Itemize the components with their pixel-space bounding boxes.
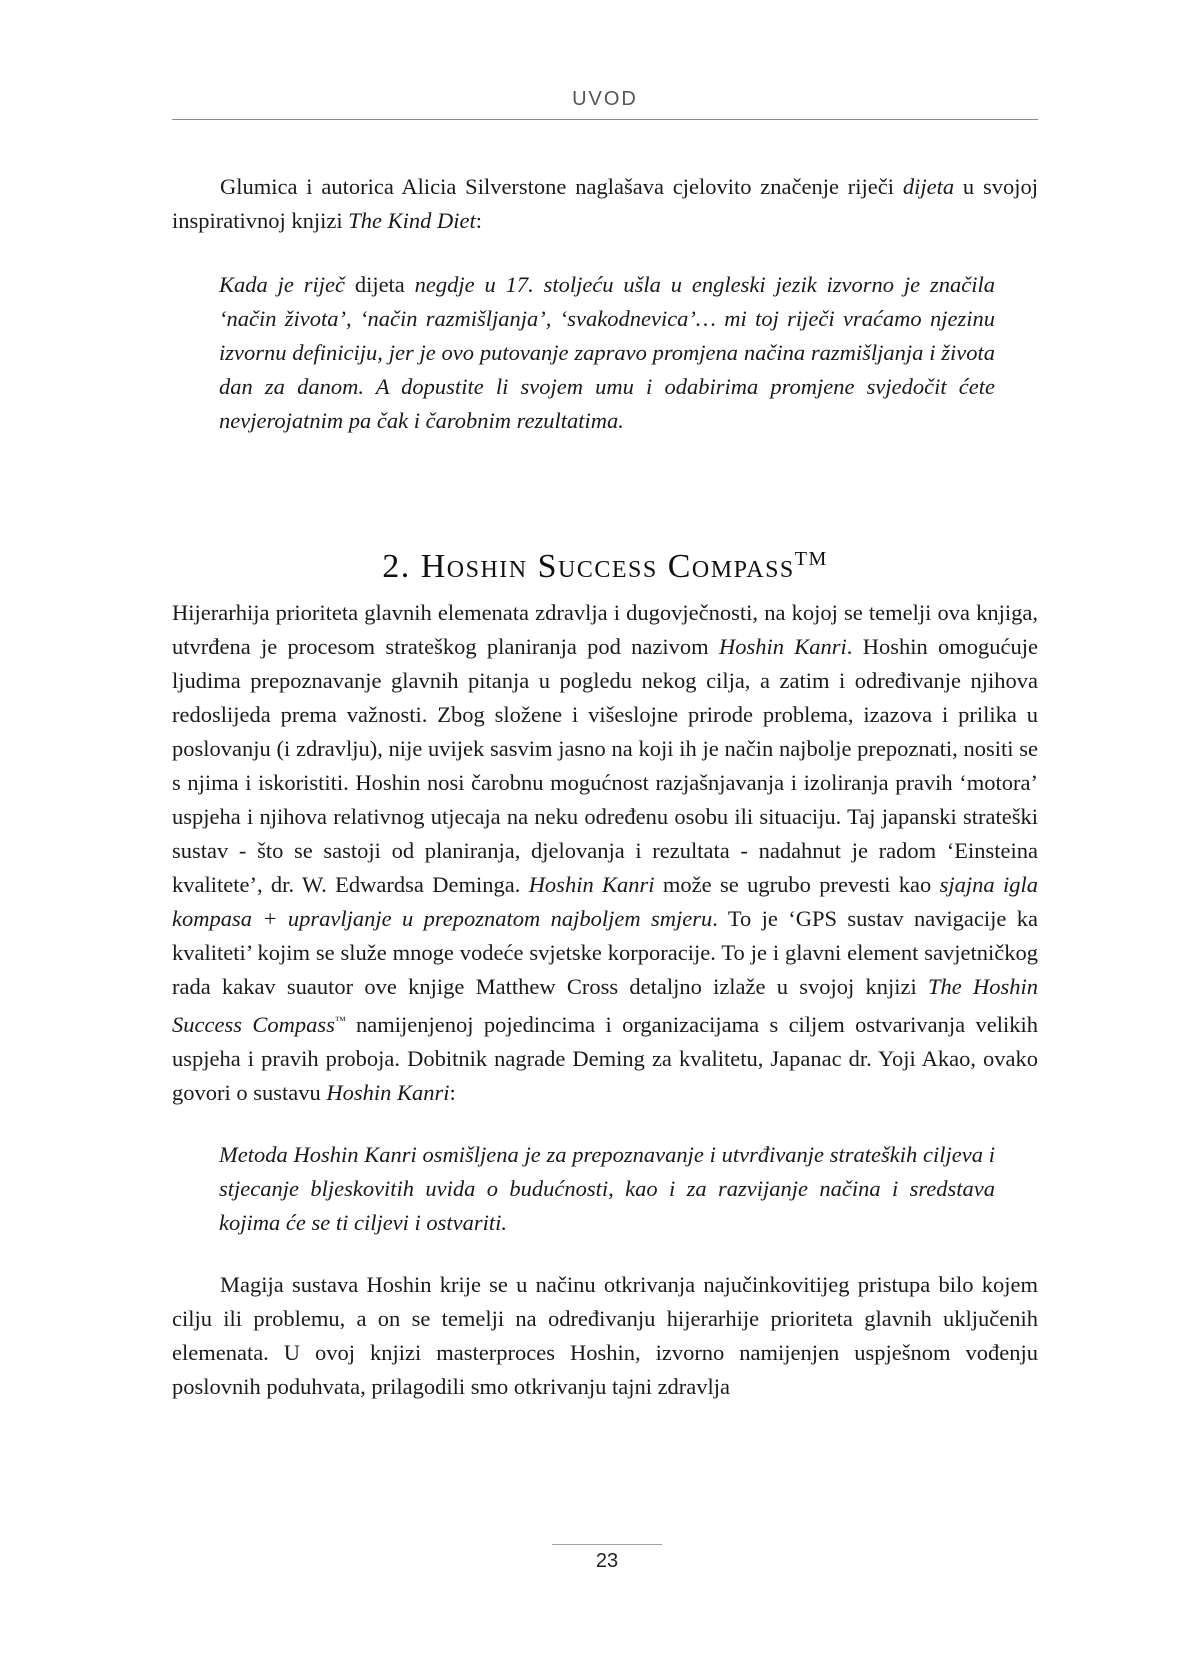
running-head: UVOD <box>572 88 638 110</box>
body-text: . Hoshin omogućuje ljudima prepoznavanje glavnih pitanja u pogledu nekog cilja, a zatim i određivanje njihova redoslijeda prema važnosti. Zbog složene i višeslojne prirode problema, izazova i prilika u poslovanju (i zdravlju), nije uvijek sasvim jasno na koji ih je način najbolje prepoznati, nositi se s njima i iskoristiti. Hoshin nosi čarobnu mogućnost razjašnjavanja i izoliranja pravih ‘motora’ uspjeha i njihova relativnog utjecaja na neku određenu osobu ili situaciju. Taj japanski strateški sustav - što se sastoji od planiranja, djelovanja i rezultata - nadahnut je radom ‘Einsteina kvalitete’, dr. W. Edwardsa Deminga. <box>172 634 1038 897</box>
book-title: The Kind Diet <box>348 208 476 233</box>
body-text: može se ugrubo prevesti kao <box>654 872 940 897</box>
closing-paragraph <box>172 1268 1038 1404</box>
emphasis: sjajna igla kompasa + upravljanje u prepoznatom najboljem smjeru <box>172 872 1039 931</box>
chapter-title-text: 2. Hoshin Success Compass <box>382 548 795 585</box>
punctuation: : <box>475 208 482 233</box>
emphasis: Hoshin Kanri <box>528 872 655 897</box>
quote-text: negdje u 17. stoljeću ušla u engleski jezik izvorno je značila ‘način života’, ‘način razmišljanja’, ‘svakodnevica’… mi toj riječi vraćamo njezinu izvornu definiciju, jer je ovo putovanje zapravo promjena načina razmišljanja i života dan za danom. A dopustite li svojem umu i odabirima promjene svjedočit ćete nevjerojatnim pa čak i čarobnim rezultatima. <box>219 272 995 433</box>
body-paragraph <box>172 596 1038 1110</box>
emphasis: Hoshin Kanri <box>718 634 847 659</box>
quote-text: Kada je riječ <box>219 272 355 297</box>
intro-text: u svojoj inspirativnoj knjizi <box>172 174 1038 233</box>
header-rule <box>172 119 1038 120</box>
page-number: 23 <box>595 1550 619 1572</box>
intro-paragraph <box>172 170 1038 238</box>
blockquote-silverstone <box>219 268 995 438</box>
quote-text: Metoda Hoshin Kanri osmišljena je za prepoznavanje i utvrđivanje strateških ciljeva i stjecanje bljeskovitih uvida o budućnosti, kao i za razvijanje načina i sredstava kojima će se ti ciljevi i ostvariti. <box>219 1142 995 1235</box>
body-text: namijenjenoj pojedincima i organizacijama s ciljem ostvarivanja velikih uspjeha i pravih proboja. Dobitnik nagrade Deming za kvalitetu, Japanac dr. Yoji Akao, ovako govori o sustavu <box>172 1012 1038 1105</box>
body-text: Hijerarhija prioriteta glavnih elemenata zdravlja i dugovječnosti, na kojoj se temelji ova knjiga, utvrđena je procesom strateškog planiranja pod nazivom <box>172 600 1038 659</box>
body-text: . To je ‘GPS sustav navigacije ka kvaliteti’ kojim se služe mnoge vodeće svjetske korporacije. To je i glavni element savjetničkog rada kakav suautor ove knjige Matthew Cross detaljno izlaže u svojoj knjizi <box>172 906 1038 999</box>
emphasis: Hoshin Kanri <box>326 1080 450 1105</box>
trademark: ™ <box>334 1015 346 1027</box>
quote-upright-word: dijeta <box>354 272 405 297</box>
punctuation: : <box>449 1080 456 1105</box>
emphasis-dijeta: dijeta <box>902 174 955 199</box>
blockquote-akao <box>219 1138 995 1240</box>
trademark: TM <box>794 548 828 570</box>
book-title: The Hoshin Success Compass <box>172 974 1038 1037</box>
intro-text: Glumica i autorica Alicia Silverstone naglašava cjelovito značenje riječi <box>220 174 903 199</box>
chapter-title <box>172 548 1038 586</box>
closing-text: Magija sustava Hoshin krije se u načinu otkrivanja najučinkovitijeg pristupa bilo kojem cilju ili problemu, a on se temelji na određivanju hijerarhije prioriteta glavnih uključenih elemenata. U ovoj knjizi masterproces Hoshin, izvorno namijenjen uspješnom vođenju poslovnih poduhvata, prilagodili smo otkrivanju tajni zdravlja <box>172 1272 1038 1399</box>
footer-rule <box>552 1544 662 1545</box>
